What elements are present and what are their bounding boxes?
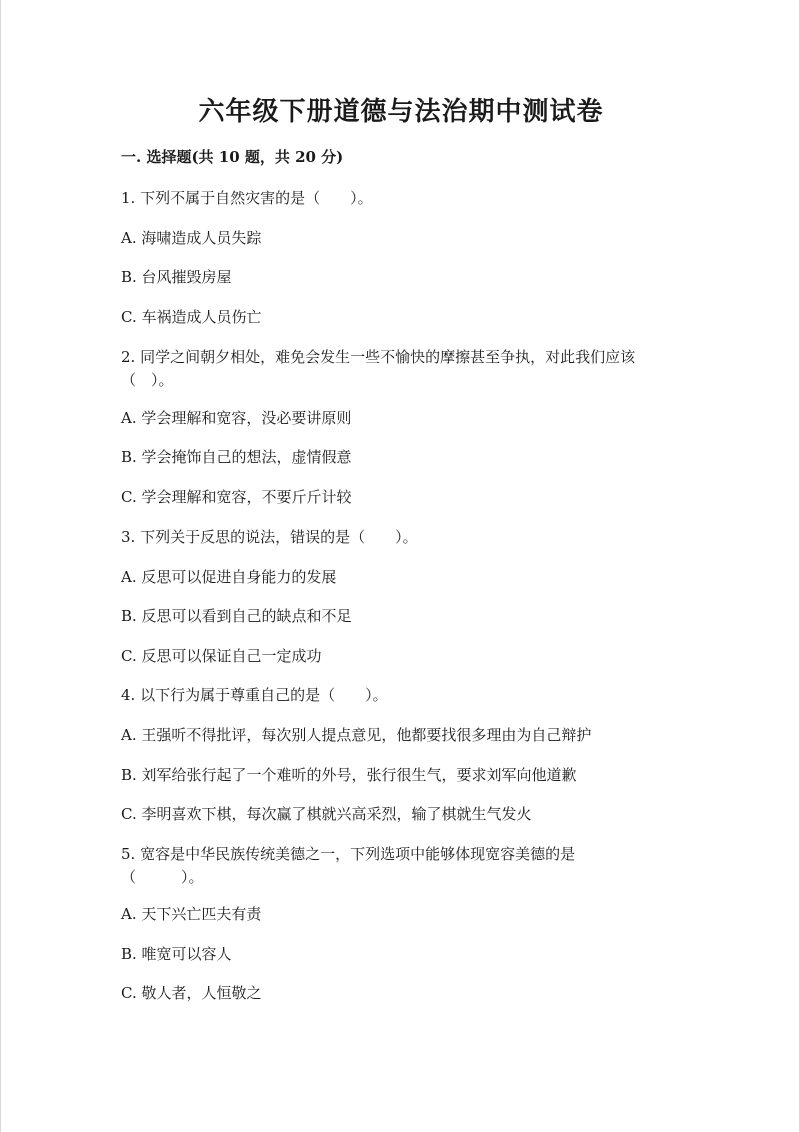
question-1-option-c: C. 车祸造成人员伤亡 bbox=[121, 308, 262, 326]
question-5-stem-line-2: （ ）。 bbox=[121, 868, 204, 886]
question-4-option-c: C. 李明喜欢下棋，每次赢了棋就兴高采烈，输了棋就生气发火 bbox=[121, 805, 532, 823]
exam-title: 六年级下册道德与法治期中测试卷 bbox=[198, 97, 604, 127]
question-2-stem bbox=[121, 346, 681, 392]
question-4-option-a: A. 王强听不得批评，每次别人提点意见，他都要找很多理由为自己辩护 bbox=[121, 726, 592, 744]
question-2-option-a: A. 学会理解和宽容，没必要讲原则 bbox=[121, 409, 352, 427]
question-2-stem-line-1: 2. 同学之间朝夕相处，难免会发生一些不愉快的摩擦甚至争执，对此我们应该 bbox=[121, 348, 636, 366]
question-2-option-c: C. 学会理解和宽容，不要斤斤计较 bbox=[121, 488, 352, 506]
section-heading: 一. 选择题(共 10 题，共 20 分) bbox=[121, 148, 344, 166]
question-3-option-a: A. 反思可以促进自身能力的发展 bbox=[121, 568, 337, 586]
question-3-option-b: B. 反思可以看到自己的缺点和不足 bbox=[121, 607, 352, 625]
question-5-option-b: B. 唯宽可以容人 bbox=[121, 945, 232, 963]
question-1-stem: 1. 下列不属于自然灾害的是（ ）。 bbox=[121, 189, 373, 207]
question-5-option-c: C. 敬人者，人恒敬之 bbox=[121, 984, 262, 1002]
question-5-stem bbox=[121, 843, 681, 889]
question-4-stem: 4. 以下行为属于尊重自己的是（ ）。 bbox=[121, 686, 388, 704]
question-5-option-a: A. 天下兴亡匹夫有责 bbox=[121, 905, 262, 923]
question-1-option-a: A. 海啸造成人员失踪 bbox=[121, 229, 262, 247]
question-4-option-b: B. 刘军给张行起了一个难听的外号，张行很生气，要求刘军向他道歉 bbox=[121, 766, 577, 784]
question-3-option-c: C. 反思可以保证自己一定成功 bbox=[121, 647, 322, 665]
question-2-stem-line-2: （ ）。 bbox=[121, 371, 174, 389]
question-2-option-b: B. 学会掩饰自己的想法，虚情假意 bbox=[121, 448, 352, 466]
question-3-stem: 3. 下列关于反思的说法，错误的是（ ）。 bbox=[121, 528, 418, 546]
question-1-option-b: B. 台风摧毁房屋 bbox=[121, 268, 232, 286]
question-5-stem-line-1: 5. 宽容是中华民族传统美德之一，下列选项中能够体现宽容美德的是 bbox=[121, 845, 576, 863]
